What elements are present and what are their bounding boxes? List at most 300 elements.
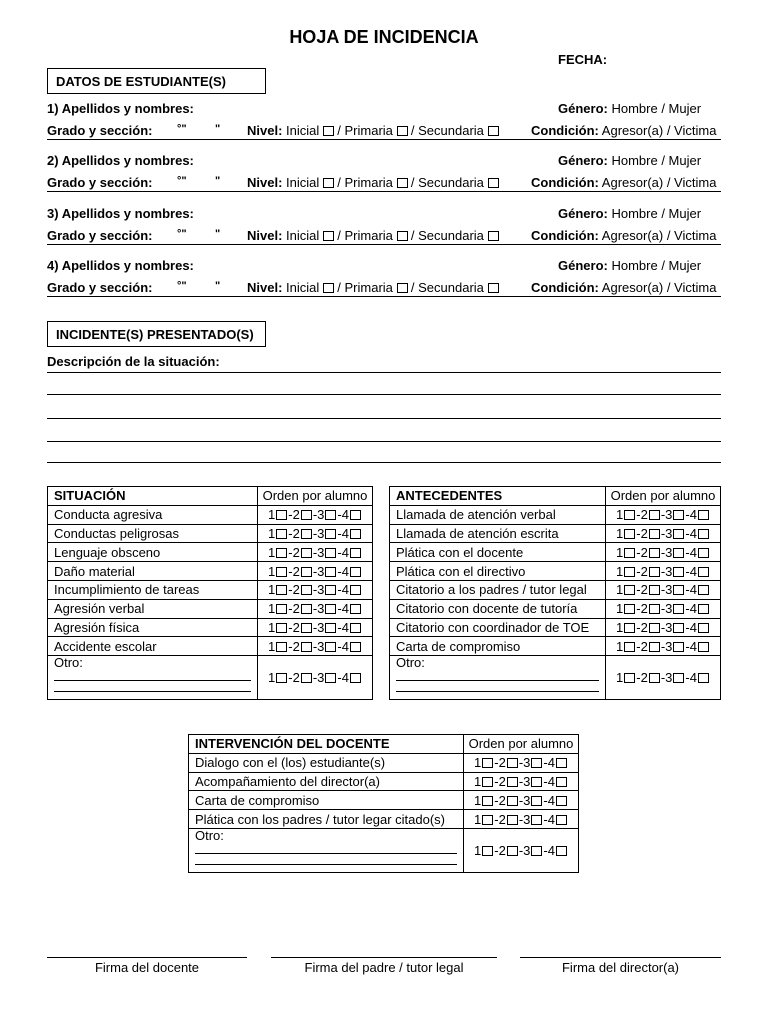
checkbox-icon[interactable]	[323, 231, 334, 241]
table-row	[390, 543, 721, 562]
order-number: -4	[337, 670, 349, 686]
checkbox-icon[interactable]	[488, 231, 499, 241]
level-option-inicial: Inicial	[286, 175, 320, 190]
gender-label: Género:	[558, 258, 608, 273]
item-label: Incumplimiento de tareas	[48, 580, 258, 599]
level-label: Nivel:	[247, 228, 283, 243]
table-row	[48, 543, 373, 562]
other-write-line[interactable]	[396, 681, 599, 692]
signature-line-director[interactable]	[520, 957, 721, 958]
checkbox-icon[interactable]	[482, 796, 493, 806]
checkbox-icon[interactable]	[276, 673, 287, 683]
checkbox-icon[interactable]	[301, 623, 312, 633]
other-cell	[189, 828, 464, 872]
checkbox-icon[interactable]	[624, 623, 635, 633]
order-number: -3	[660, 525, 673, 541]
checkbox-icon[interactable]	[397, 231, 408, 241]
checkbox-icon[interactable]	[350, 529, 361, 539]
table-row	[48, 637, 373, 656]
order-options	[606, 562, 721, 581]
order-number: -4	[543, 842, 555, 858]
condition-value: Agresor(a) / Victima	[601, 175, 717, 190]
checkbox-icon[interactable]	[649, 585, 660, 595]
order-number: -4	[543, 755, 555, 771]
checkbox-icon[interactable]	[624, 567, 635, 577]
other-label: Otro:	[396, 655, 425, 671]
item-label: Conducta agresiva	[48, 505, 258, 524]
level-label: Nivel:	[247, 123, 283, 138]
checkbox-icon[interactable]	[350, 567, 361, 577]
order-number: -4	[543, 792, 555, 808]
checkbox-icon[interactable]	[350, 623, 361, 633]
order-number: -3	[312, 670, 325, 686]
checkbox-icon[interactable]	[624, 585, 635, 595]
checkbox-icon[interactable]	[624, 529, 635, 539]
checkbox-icon[interactable]	[482, 777, 493, 787]
checkbox-icon[interactable]	[276, 548, 287, 558]
checkbox-icon[interactable]	[649, 510, 660, 520]
table-row-other	[48, 656, 373, 700]
checkbox-icon[interactable]	[276, 585, 287, 595]
checkbox-icon[interactable]	[325, 510, 336, 520]
order-number: 1	[268, 582, 276, 598]
other-label: Otro:	[195, 827, 224, 843]
order-options	[606, 656, 721, 700]
table-row	[189, 791, 579, 810]
checkbox-icon[interactable]	[350, 548, 361, 558]
item-label: Carta de compromiso	[390, 637, 606, 656]
order-number: 1	[616, 507, 624, 523]
student-name-row	[47, 258, 721, 274]
checkbox-icon[interactable]	[673, 529, 684, 539]
table-row	[189, 753, 579, 772]
grade-label: Grado y sección:	[47, 123, 153, 138]
table-row-other	[189, 828, 579, 872]
checkbox-icon[interactable]	[301, 548, 312, 558]
order-number: -4	[337, 638, 349, 654]
checkbox-icon[interactable]	[673, 604, 684, 614]
order-number: -3	[312, 507, 325, 523]
level-option-inicial: Inicial	[286, 228, 320, 243]
checkbox-icon[interactable]	[698, 548, 709, 558]
checkbox-icon[interactable]	[531, 815, 542, 825]
table-row	[189, 772, 579, 791]
order-number: -2	[288, 638, 300, 654]
order-column-header: Orden por alumno	[606, 487, 721, 506]
condition-label: Condición:	[531, 175, 599, 190]
students-section-heading: DATOS DE ESTUDIANTE(S)	[47, 68, 266, 94]
checkbox-icon[interactable]	[507, 815, 518, 825]
order-number: -2	[288, 582, 300, 598]
checkbox-icon[interactable]	[649, 567, 660, 577]
level-option-inicial: Inicial	[286, 280, 320, 295]
checkbox-icon[interactable]	[698, 567, 709, 577]
gender-field[interactable]	[558, 101, 701, 116]
item-label: Lenguaje obsceno	[48, 543, 258, 562]
checkbox-icon[interactable]	[673, 673, 684, 683]
order-number: -2	[494, 773, 506, 789]
checkbox-icon[interactable]	[350, 642, 361, 652]
checkbox-icon[interactable]	[323, 283, 334, 293]
grade-section-mark: "	[215, 123, 221, 135]
level-option-secundaria: / Secundaria	[410, 175, 484, 190]
gender-field[interactable]	[558, 153, 701, 168]
condition-value: Agresor(a) / Victima	[601, 228, 717, 243]
checkbox-icon[interactable]	[488, 283, 499, 293]
condition-field[interactable]	[531, 123, 716, 138]
other-write-line[interactable]	[195, 854, 457, 865]
order-number: 1	[268, 670, 276, 686]
condition-label: Condición:	[531, 280, 599, 295]
checkbox-icon[interactable]	[556, 796, 567, 806]
checkbox-icon[interactable]	[325, 604, 336, 614]
order-options	[258, 599, 373, 618]
order-number: -4	[685, 670, 697, 686]
student-name-label: 2) Apellidos y nombres:	[47, 153, 194, 168]
order-number: 1	[616, 670, 624, 686]
order-number: -3	[518, 842, 531, 858]
level-field	[247, 228, 502, 243]
other-write-line[interactable]	[195, 843, 457, 854]
student-grade-row	[47, 280, 721, 297]
other-cell	[48, 656, 258, 700]
checkbox-icon[interactable]	[301, 510, 312, 520]
order-number: -2	[494, 811, 506, 827]
order-options	[258, 543, 373, 562]
gender-value: Hombre / Mujer	[611, 206, 702, 221]
order-number: 1	[474, 792, 482, 808]
student-name-label: 4) Apellidos y nombres:	[47, 258, 194, 273]
table-row	[390, 524, 721, 543]
table-row	[390, 599, 721, 618]
checkbox-icon[interactable]	[325, 673, 336, 683]
checkbox-icon[interactable]	[556, 758, 567, 768]
checkbox-icon[interactable]	[488, 126, 499, 136]
condition-field[interactable]	[531, 228, 716, 243]
checkbox-icon[interactable]	[624, 673, 635, 683]
checkbox-icon[interactable]	[507, 777, 518, 787]
order-number: -2	[636, 601, 648, 617]
table-title: SITUACIÓN	[48, 487, 258, 506]
student-grade-row	[47, 228, 721, 245]
item-label: Llamada de atención verbal	[390, 505, 606, 524]
order-number: -2	[288, 544, 300, 560]
order-number: 1	[268, 544, 276, 560]
description-line[interactable]	[47, 394, 721, 395]
item-label: Acompañamiento del director(a)	[189, 772, 464, 791]
order-number: -4	[543, 811, 555, 827]
checkbox-icon[interactable]	[323, 178, 334, 188]
order-number: 1	[268, 638, 276, 654]
checkbox-icon[interactable]	[531, 846, 542, 856]
order-options	[258, 580, 373, 599]
checkbox-icon[interactable]	[276, 604, 287, 614]
order-options	[464, 828, 579, 872]
item-label: Plática con los padres / tutor legar citado(s)	[189, 810, 464, 829]
order-number: 1	[616, 638, 624, 654]
checkbox-icon[interactable]	[507, 796, 518, 806]
checkbox-icon[interactable]	[301, 604, 312, 614]
checkbox-icon[interactable]	[507, 846, 518, 856]
grade-label: Grado y sección:	[47, 280, 153, 295]
checkbox-icon[interactable]	[325, 623, 336, 633]
order-options	[258, 505, 373, 524]
order-number: -3	[660, 619, 673, 635]
table-header-row	[48, 487, 373, 506]
description-line[interactable]	[47, 372, 721, 373]
student-grade-row	[47, 123, 721, 140]
checkbox-icon[interactable]	[698, 585, 709, 595]
other-write-line[interactable]	[54, 670, 251, 681]
description-line[interactable]	[47, 441, 721, 442]
checkbox-icon[interactable]	[350, 604, 361, 614]
checkbox-icon[interactable]	[698, 510, 709, 520]
table-row	[390, 505, 721, 524]
order-number: -2	[636, 563, 648, 579]
situacion-table	[47, 486, 373, 700]
gender-field[interactable]	[558, 258, 701, 273]
item-label: Plática con el docente	[390, 543, 606, 562]
checkbox-icon[interactable]	[301, 673, 312, 683]
condition-label: Condición:	[531, 228, 599, 243]
checkbox-icon[interactable]	[397, 126, 408, 136]
checkbox-icon[interactable]	[649, 642, 660, 652]
checkbox-icon[interactable]	[397, 283, 408, 293]
level-label: Nivel:	[247, 280, 283, 295]
order-options	[606, 524, 721, 543]
condition-label: Condición:	[531, 123, 599, 138]
checkbox-icon[interactable]	[325, 548, 336, 558]
checkbox-icon[interactable]	[624, 548, 635, 558]
order-number: 1	[616, 619, 624, 635]
order-number: -2	[636, 619, 648, 635]
order-number: -4	[337, 563, 349, 579]
order-number: -3	[660, 601, 673, 617]
checkbox-icon[interactable]	[556, 846, 567, 856]
order-number: -2	[636, 507, 648, 523]
checkbox-icon[interactable]	[482, 815, 493, 825]
order-number: -3	[312, 582, 325, 598]
checkbox-icon[interactable]	[323, 126, 334, 136]
level-option-primaria: / Primaria	[337, 228, 393, 243]
checkbox-icon[interactable]	[531, 777, 542, 787]
student-grade-row	[47, 175, 721, 192]
student-name-label: 1) Apellidos y nombres:	[47, 101, 194, 116]
item-label: Conductas peligrosas	[48, 524, 258, 543]
order-number: -4	[685, 544, 697, 560]
order-number: 1	[268, 619, 276, 635]
table-row	[48, 580, 373, 599]
checkbox-icon[interactable]	[531, 796, 542, 806]
order-number: -2	[494, 842, 506, 858]
checkbox-icon[interactable]	[325, 567, 336, 577]
checkbox-icon[interactable]	[649, 604, 660, 614]
checkbox-icon[interactable]	[350, 585, 361, 595]
order-number: -3	[660, 582, 673, 598]
checkbox-icon[interactable]	[624, 642, 635, 652]
other-label: Otro:	[54, 655, 83, 671]
checkbox-icon[interactable]	[301, 585, 312, 595]
checkbox-icon[interactable]	[673, 585, 684, 595]
order-number: -2	[288, 601, 300, 617]
checkbox-icon[interactable]	[649, 529, 660, 539]
checkbox-icon[interactable]	[397, 178, 408, 188]
gender-value: Hombre / Mujer	[611, 101, 702, 116]
checkbox-icon[interactable]	[624, 604, 635, 614]
checkbox-icon[interactable]	[482, 758, 493, 768]
order-number: -4	[685, 563, 697, 579]
order-number: -3	[660, 544, 673, 560]
student-name-row	[47, 206, 721, 222]
checkbox-icon[interactable]	[276, 623, 287, 633]
order-number: -2	[288, 619, 300, 635]
other-write-line[interactable]	[396, 670, 599, 681]
order-number: -4	[685, 582, 697, 598]
page-title: HOJA DE INCIDENCIA	[289, 27, 479, 47]
order-number: -3	[660, 507, 673, 523]
gender-value: Hombre / Mujer	[611, 258, 702, 273]
date-label: FECHA:	[558, 52, 608, 67]
checkbox-icon[interactable]	[673, 510, 684, 520]
grade-degree-mark: °"	[177, 228, 187, 240]
item-label: Dialogo con el (los) estudiante(s)	[189, 753, 464, 772]
level-field	[247, 123, 502, 138]
table-title: ANTECEDENTES	[390, 487, 606, 506]
table-row	[390, 562, 721, 581]
order-number: 1	[616, 525, 624, 541]
checkbox-icon[interactable]	[698, 673, 709, 683]
signature-label-padre: Firma del padre / tutor legal	[304, 960, 464, 975]
order-column-header: Orden por alumno	[464, 735, 579, 754]
checkbox-icon[interactable]	[276, 567, 287, 577]
order-options	[258, 618, 373, 637]
checkbox-icon[interactable]	[698, 604, 709, 614]
signature-line-docente[interactable]	[47, 957, 247, 958]
order-number: -4	[685, 601, 697, 617]
checkbox-icon[interactable]	[624, 510, 635, 520]
order-number: -3	[312, 638, 325, 654]
gender-field[interactable]	[558, 206, 701, 221]
level-option-secundaria: / Secundaria	[410, 123, 484, 138]
order-options	[258, 637, 373, 656]
table-row	[48, 505, 373, 524]
checkbox-icon[interactable]	[301, 642, 312, 652]
order-number: -2	[288, 525, 300, 541]
order-number: -2	[494, 755, 506, 771]
checkbox-icon[interactable]	[673, 567, 684, 577]
order-number: 1	[474, 811, 482, 827]
checkbox-icon[interactable]	[673, 548, 684, 558]
order-options	[606, 599, 721, 618]
checkbox-icon[interactable]	[649, 673, 660, 683]
table-row	[390, 637, 721, 656]
order-options	[464, 753, 579, 772]
condition-field[interactable]	[531, 280, 716, 295]
checkbox-icon[interactable]	[276, 529, 287, 539]
order-number: -2	[288, 670, 300, 686]
checkbox-icon[interactable]	[649, 623, 660, 633]
table-row	[48, 524, 373, 543]
order-number: -4	[543, 773, 555, 789]
checkbox-icon[interactable]	[673, 642, 684, 652]
order-options	[258, 562, 373, 581]
description-line[interactable]	[47, 462, 721, 463]
checkbox-icon[interactable]	[301, 529, 312, 539]
order-number: -4	[337, 619, 349, 635]
order-number: -2	[494, 792, 506, 808]
order-number: -3	[312, 544, 325, 560]
table-header-row	[390, 487, 721, 506]
level-field	[247, 280, 502, 295]
checkbox-icon[interactable]	[531, 758, 542, 768]
checkbox-icon[interactable]	[698, 529, 709, 539]
grade-label: Grado y sección:	[47, 228, 153, 243]
level-label: Nivel:	[247, 175, 283, 190]
signature-label-docente: Firma del docente	[94, 960, 200, 975]
checkbox-icon[interactable]	[325, 642, 336, 652]
checkbox-icon[interactable]	[276, 642, 287, 652]
checkbox-icon[interactable]	[556, 815, 567, 825]
table-row	[48, 599, 373, 618]
item-label: Citatorio a los padres / tutor legal	[390, 580, 606, 599]
signature-line-padre[interactable]	[271, 957, 497, 958]
checkbox-icon[interactable]	[488, 178, 499, 188]
order-options	[606, 618, 721, 637]
gender-label: Género:	[558, 206, 608, 221]
checkbox-icon[interactable]	[325, 529, 336, 539]
level-field	[247, 175, 502, 190]
order-options	[606, 580, 721, 599]
order-number: -4	[685, 507, 697, 523]
order-number: 1	[616, 582, 624, 598]
order-options	[258, 524, 373, 543]
table-row	[189, 810, 579, 829]
student-name-row	[47, 101, 721, 117]
order-number: -4	[685, 525, 697, 541]
checkbox-icon[interactable]	[673, 623, 684, 633]
table-row	[48, 618, 373, 637]
level-option-secundaria: / Secundaria	[410, 228, 484, 243]
description-label: Descripción de la situación:	[47, 354, 220, 369]
checkbox-icon[interactable]	[649, 548, 660, 558]
order-number: -2	[636, 544, 648, 560]
condition-field[interactable]	[531, 175, 716, 190]
antecedentes-table	[389, 486, 721, 700]
order-number: 1	[616, 601, 624, 617]
signature-label-director: Firma del director(a)	[561, 960, 680, 975]
table-row-other	[390, 656, 721, 700]
checkbox-icon[interactable]	[698, 642, 709, 652]
checkbox-icon[interactable]	[698, 623, 709, 633]
checkbox-icon[interactable]	[507, 758, 518, 768]
order-number: -3	[518, 755, 531, 771]
order-options	[464, 791, 579, 810]
table-row	[390, 580, 721, 599]
checkbox-icon[interactable]	[482, 846, 493, 856]
order-number: -3	[312, 525, 325, 541]
description-line[interactable]	[47, 418, 721, 419]
checkbox-icon[interactable]	[556, 777, 567, 787]
order-options	[606, 505, 721, 524]
grade-section-mark: "	[215, 228, 221, 240]
checkbox-icon[interactable]	[276, 510, 287, 520]
grade-degree-mark: °"	[177, 123, 187, 135]
checkbox-icon[interactable]	[325, 585, 336, 595]
checkbox-icon[interactable]	[350, 510, 361, 520]
other-write-line[interactable]	[54, 681, 251, 692]
checkbox-icon[interactable]	[350, 673, 361, 683]
checkbox-icon[interactable]	[301, 567, 312, 577]
